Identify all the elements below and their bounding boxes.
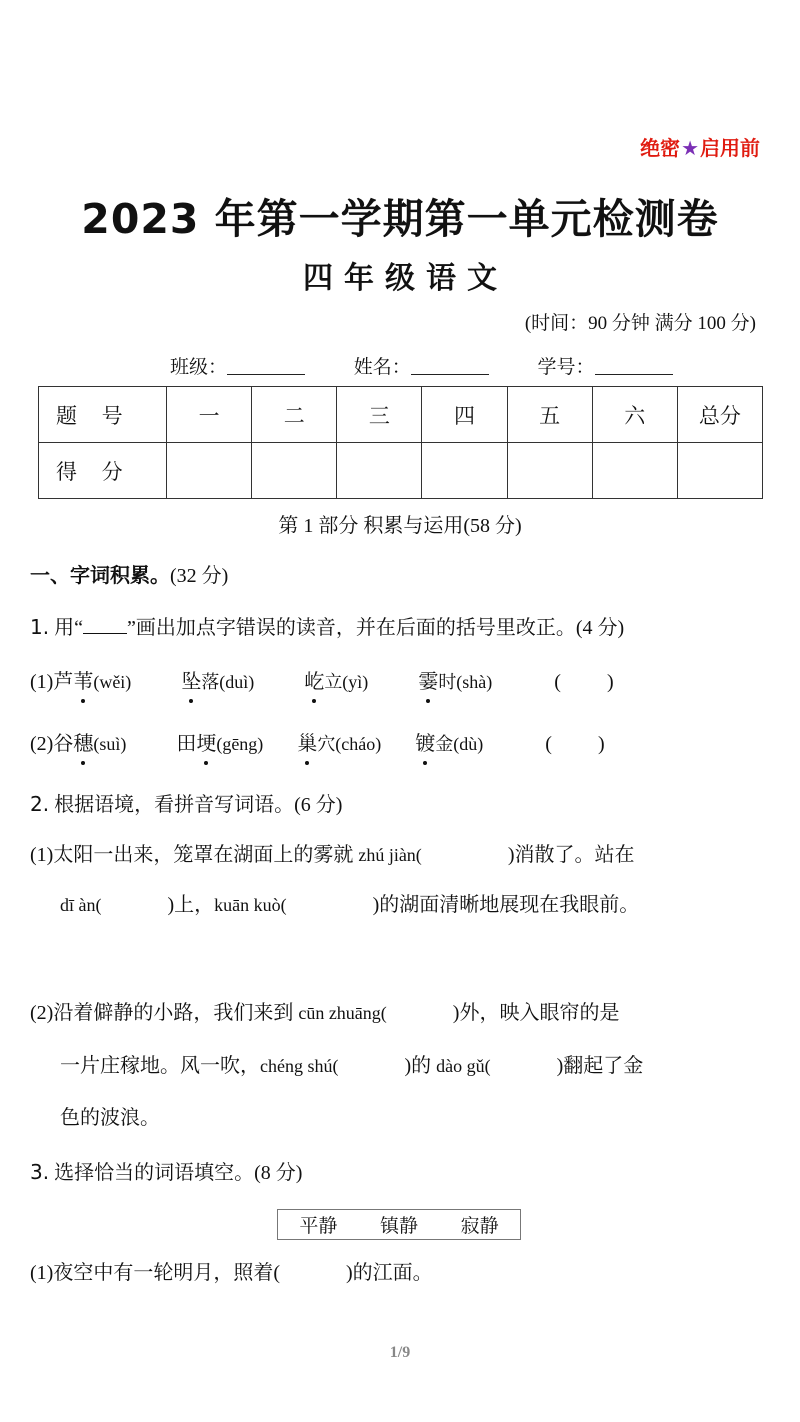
pinyin-cunzhuang: cūn zhuāng( [298,1003,387,1023]
line-text-b: )的湖面清晰地展现在我眼前。 [372,894,640,916]
question-2-item-2-line-3: 色的波浪。 [60,1107,160,1129]
word-4-dotted-char: 霎 [418,668,438,697]
class-field [170,357,305,378]
question-2-points: (6 分) [294,794,343,816]
name-field [354,357,489,378]
answer-paren-close: ) [597,733,605,755]
section-heading-1 [30,559,228,588]
question-1-item-2 [30,730,605,759]
answer-paren-open: ( [545,733,552,755]
col-header-5: 五 [507,387,592,443]
line-text-b: )的江面。 [346,1262,433,1284]
question-2-item-2-line-2 [60,1052,643,1081]
id-field [538,357,673,378]
score-cell-total[interactable] [677,443,762,499]
table-row [39,387,763,443]
word-bank-box [277,1209,521,1240]
word-3-dotted-char: 巢 [297,730,317,759]
question-3-item-1 [30,1259,433,1288]
line-text-a: 太阳一出来，笼罩在湖面上的雾就 [53,844,359,866]
question-3-prompt [30,1158,302,1188]
table-row [39,443,763,499]
question-3-points: (8 分) [254,1162,303,1184]
question-1-prompt-before: 用“ [54,617,83,639]
question-2-number: 2. [30,792,50,816]
page-subtitle: 四年级语文 [303,261,508,296]
question-1-prompt-after: ”画出加点字错误的读音，并在后面的括号里改正。 [126,617,576,639]
item-index: (1) [30,1262,54,1284]
line-text-a: 夜空中有一轮明月，照着( [53,1262,280,1284]
page-footer: 1/9 [389,1344,411,1361]
line-text-a: 沿着僻静的小路，我们来到 [53,1002,299,1024]
pinyin-chengshu: chéng shú( [260,1056,339,1076]
word-3-post: 穴(cháo) [317,734,382,754]
score-cell-6[interactable] [592,443,677,499]
word-4-dotted-char: 镀 [415,730,435,759]
question-1-underline-mark [83,633,127,634]
line-text-a: )上， [167,894,215,916]
word-1-dotted-char: 穗 [73,730,93,759]
line-text-c: )翻起了金 [556,1055,644,1077]
id-input[interactable] [595,355,673,375]
col-header-total: 总分 [677,387,762,443]
line-text-b: )消散了。站在 [507,844,635,866]
word-2-dotted-char: 坠 [181,668,201,697]
score-table [38,386,763,499]
word-bank-option-3[interactable]: 寂静 [460,1215,499,1237]
class-input[interactable] [227,355,305,375]
col-header-3: 三 [337,387,422,443]
col-header-2: 二 [252,387,337,443]
star-icon: ★ [681,136,699,160]
question-3-prompt-text: 选择恰当的词语填空。 [54,1162,255,1184]
score-cell-5[interactable] [507,443,592,499]
col-header-6: 六 [592,387,677,443]
pinyin-zhujian: zhú jiàn( [358,845,422,865]
question-1-points: (4 分) [575,617,625,639]
name-label: 姓名： [353,357,411,378]
question-2-item-1-line-1 [30,841,634,870]
section-index-label: 一、 [30,563,70,587]
question-2-item-2-line-1 [30,999,619,1028]
page-title: 2023 年第一学期第一单元检测卷 [81,195,719,243]
secret-banner [640,132,760,161]
word-2-post: 落(duì) [201,672,255,692]
word-1-pre: 芦 [53,671,74,693]
id-label: 学号： [537,357,595,378]
word-3-post: 立(yì) [324,672,369,692]
score-cell-2[interactable] [252,443,337,499]
question-1-item-1 [30,668,614,697]
score-cell-3[interactable] [337,443,422,499]
score-cell-4[interactable] [422,443,507,499]
question-1-number: 1. [30,615,50,639]
secret-suffix-text: 启用前 [700,136,760,160]
section-title-label: 字词积累。 [70,563,170,587]
question-2-prompt-text: 根据语境，看拼音写词语。 [54,794,295,816]
score-cell-1[interactable] [167,443,252,499]
secret-prefix-text: 绝密 [640,136,681,160]
word-bank-option-2[interactable]: 镇静 [379,1215,418,1237]
col-header-4: 四 [422,387,507,443]
section-points-label: (32 分) [170,565,229,587]
name-input[interactable] [411,355,489,375]
word-2-post: (gēng) [216,734,264,754]
part-heading: 第 1 部分 积累与运用(58 分) [278,515,522,537]
pinyin-daogu: dào gǔ( [436,1056,491,1076]
col-header-1: 一 [167,387,252,443]
word-1-post: (suì) [93,734,127,754]
class-label: 班级： [170,357,228,378]
word-4-post: 金(dù) [435,734,484,754]
student-info-row [170,352,770,379]
answer-paren-close: ) [606,671,614,693]
pinyin-kuankuo: kuān kuò( [214,895,287,915]
line-text-a: 一片庄稼地。风一吹， [60,1055,260,1077]
secret-banner-text [640,136,760,160]
item-index: (1) [30,844,54,866]
exam-meta-text: (时间：90 分钟 满分 100 分) [524,313,756,334]
word-1-dotted-char: 苇 [73,668,93,697]
question-1-prompt [30,613,624,643]
item-index: (2) [30,733,54,755]
word-bank-option-1[interactable]: 平静 [299,1215,338,1237]
word-4-post: 时(shà) [438,672,493,692]
row-label-question-no: 题 号 [39,387,167,443]
word-2-dotted-char: 埂 [196,730,216,759]
question-2-item-1-line-2 [60,891,639,920]
word-1-pre: 谷 [53,733,74,755]
row-label-score: 得 分 [39,443,167,499]
line-text-b: )外，映入眼帘的是 [452,1002,620,1024]
pinyin-dian: dī àn( [60,895,102,915]
word-3-dotted-char: 屹 [304,668,324,697]
question-3-number: 3. [30,1160,50,1184]
item-index: (2) [30,1002,54,1024]
word-1-post: (wěi) [93,672,132,692]
question-2-prompt [30,790,342,820]
item-index: (1) [30,671,54,693]
answer-paren-open: ( [554,671,561,693]
word-2-pre: 田 [176,733,197,755]
line-text-b: )的 [404,1055,437,1077]
